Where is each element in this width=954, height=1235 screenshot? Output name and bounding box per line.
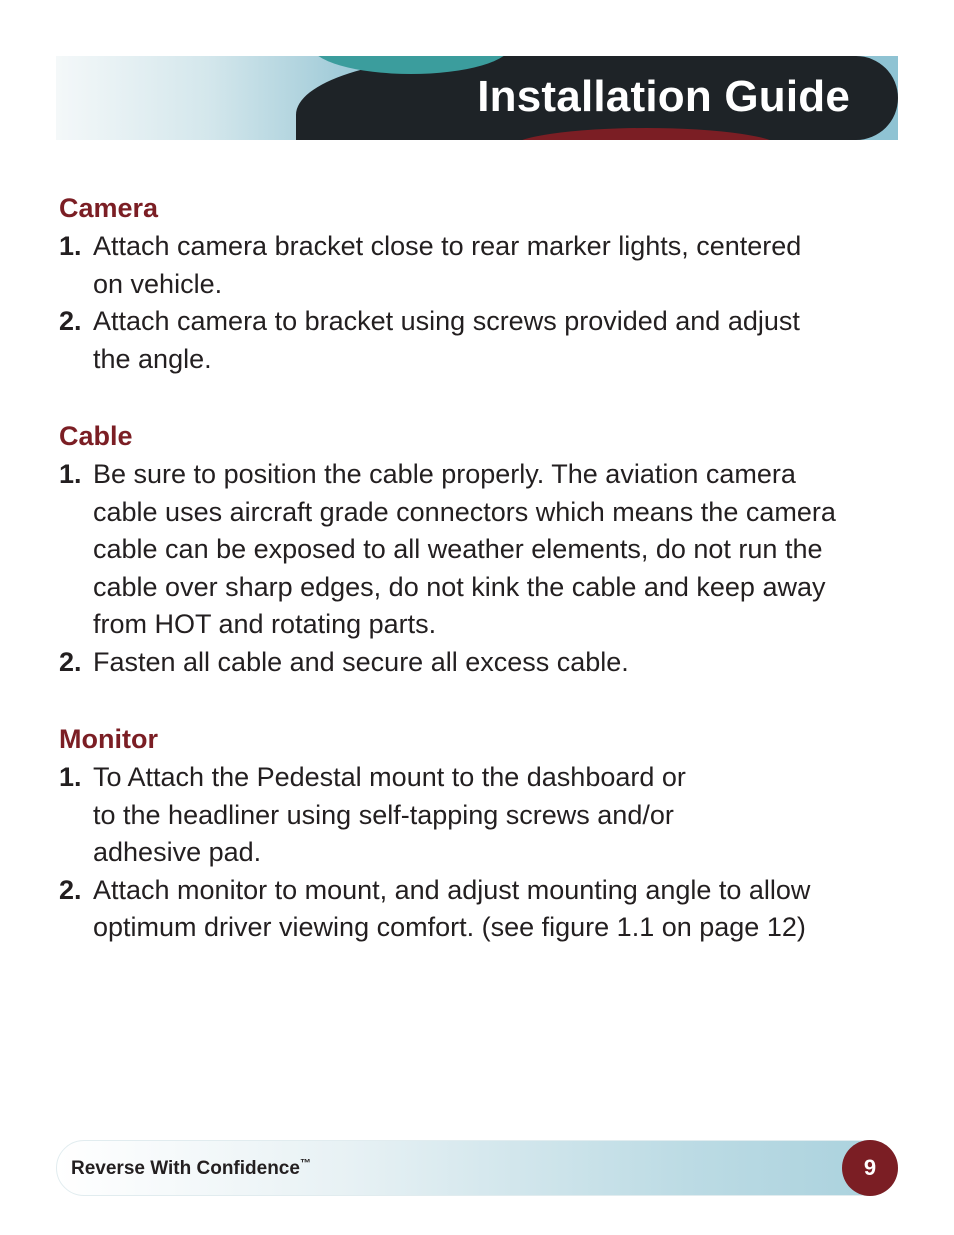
step-number: 1.	[59, 459, 82, 489]
step-number: 1.	[59, 231, 82, 261]
step-number: 2.	[59, 306, 82, 336]
step-number: 2.	[59, 646, 82, 677]
step-number: 2.	[59, 874, 82, 905]
step-text: Fasten all cable and secure all excess cable.	[93, 646, 629, 677]
step-item	[59, 456, 899, 644]
step-item	[59, 228, 899, 303]
step-item	[59, 303, 899, 378]
section-cable	[59, 418, 899, 681]
footer-brand	[71, 1157, 311, 1181]
main-content	[59, 190, 899, 987]
section-title: Camera	[59, 193, 159, 223]
step-item	[59, 644, 899, 682]
page-title: Installation Guide	[477, 72, 850, 121]
footer-bar	[56, 1140, 898, 1196]
section-title: Cable	[59, 421, 133, 451]
page-number-badge: 9	[842, 1140, 898, 1196]
step-number: 1.	[59, 762, 82, 792]
step-text: Be sure to position the cable properly. The aviation camera cable uses aircraft grade connectors which means the camera cable can be exposed to all weather elements, do not run the cable over sharp edges, do not kink the cable and keep away from HOT and rotating parts.	[93, 459, 836, 639]
step-item	[59, 872, 899, 947]
section-camera	[59, 190, 899, 378]
header-banner	[56, 56, 898, 140]
step-list	[59, 759, 899, 947]
step-text: Attach monitor to mount, and adjust mounting angle to allow optimum driver viewing comfort. (see figure 1.1 on page 12)	[93, 874, 811, 942]
section-title: Monitor	[59, 724, 158, 754]
step-item	[59, 759, 899, 872]
trademark-symbol: ™	[299, 1157, 311, 1170]
step-text: Attach camera to bracket using screws provided and adjust the angle.	[93, 306, 800, 374]
step-text: To Attach the Pedestal mount to the dashboard or to the headliner using self-tapping screws and/or adhesive pad.	[93, 762, 686, 867]
footer-brand-text: Reverse With Confidence	[71, 1158, 300, 1179]
step-text: Attach camera bracket close to rear marker lights, centered on vehicle.	[93, 231, 802, 299]
step-list	[59, 456, 899, 681]
step-list	[59, 228, 899, 378]
section-monitor	[59, 721, 899, 947]
